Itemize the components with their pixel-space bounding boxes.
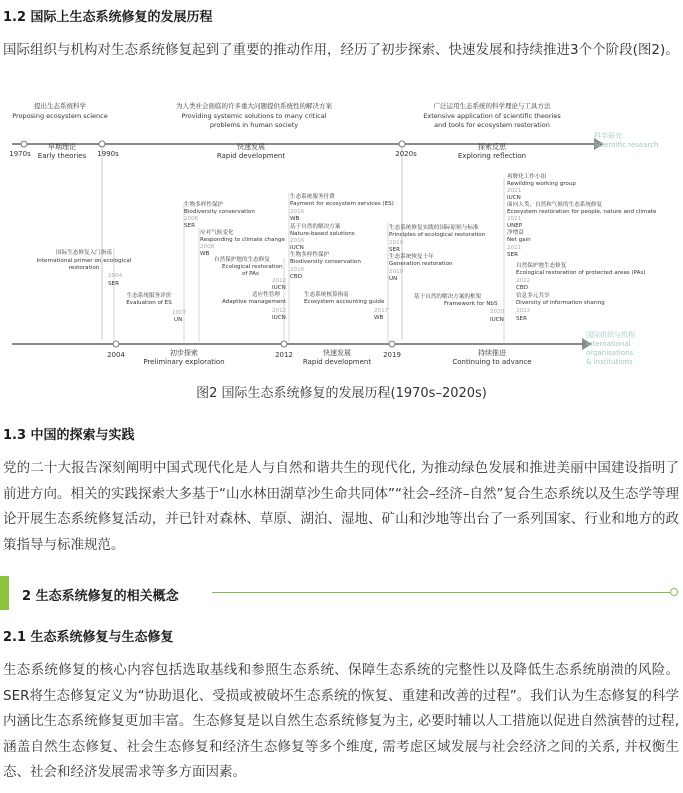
event-info-sharing-year: 2022 [516, 308, 531, 314]
event-bio2-org: CBD [290, 274, 303, 280]
right-label-scientific-zh: 科学研究 [594, 132, 622, 140]
event-accounting-org: WB [374, 315, 384, 321]
event-pa-restoration-year: 2022 [516, 278, 531, 284]
event-people-nature-year: 2021 [507, 216, 522, 222]
figure-2-timeline [4, 98, 680, 374]
node-1970s [21, 141, 27, 147]
event-decade-org: UN [389, 276, 398, 282]
event-es-en: Evaluation of ES [126, 300, 172, 306]
top-phase-3-zh: 探索反思 [478, 143, 506, 151]
section-1-3-title: 1.3 中国的探索与实践 [3, 428, 135, 443]
event-people-nature-org: UNEP [507, 223, 523, 229]
top-phase-2-zh: 快速发展 [237, 143, 265, 151]
event-nbs-zh: 基于自然的解决方案 [290, 224, 341, 230]
node-2019 [389, 341, 395, 347]
top-header-1-zh: 提出生态系统科学 [34, 102, 86, 110]
bottom-phase-1-zh: 初步探索 [170, 349, 198, 357]
top-header-3-en2: and tools for ecosystem restoration [434, 121, 550, 129]
event-es-year: 2007 [172, 310, 187, 316]
event-accounting-zh: 生态系统核算指南 [304, 292, 349, 298]
event-primer-en1: International primer on ecological [36, 258, 132, 264]
event-adaptive-year: 2012 [272, 308, 287, 314]
event-net-gain-org: SER [507, 252, 518, 258]
bottom-phase-3-en: Continuing to advance [452, 358, 532, 366]
right-label-scientific-en: Scientific research [594, 141, 659, 149]
event-principles-en: Principles of ecological restoration [389, 232, 486, 238]
event-accounting-year: 2017 [374, 308, 389, 314]
event-info-sharing-en: Diversity of information sharing [516, 300, 605, 306]
top-header-3-en1: Extensive application of scientific theories [423, 112, 561, 120]
section-2-header [0, 576, 683, 610]
top-phase-1-zh: 早期理论 [48, 143, 76, 151]
node-1990s [99, 141, 105, 147]
event-nbs-framework-en: Framework for NbS [444, 301, 498, 307]
event-pa-restoration-en: Ecological restoration of protected areas (PAs) [516, 270, 646, 276]
event-nbs-year: 2016 [290, 238, 305, 244]
section-2-accent-bar [0, 576, 9, 610]
bottom-year-2012: 2012 [275, 351, 293, 359]
section-2-title: 2 生态系统修复的相关概念 [22, 589, 179, 604]
event-net-gain-en: Net gain [507, 237, 531, 243]
section-2-divider-dot [670, 588, 678, 596]
event-pes-org: WB [290, 216, 300, 222]
top-header-3-zh: 广泛运用生态系统的科学理论与工具方法 [433, 102, 551, 110]
event-nbs-framework-year: 2020 [490, 309, 505, 315]
event-bio2-zh: 生物多样性保护 [290, 252, 330, 258]
event-people-nature-zh: 面向人类、自然和气候的生态系统修复 [507, 202, 603, 208]
event-people-nature-en: Ecosystem restoration for people, nature and climate [507, 209, 657, 215]
event-rewilding-en: Rewilding working group [507, 181, 576, 187]
event-pa-en1: Ecological restoration [222, 264, 283, 270]
event-nbs-framework-org: IUCN [490, 317, 504, 323]
section-2-1-title: 2.1 生态系统修复与生态修复 [3, 630, 174, 645]
right-label-orgs-en3: & institutions [586, 358, 633, 366]
event-nbs-framework-zh: 基于自然的解决方案的框架 [414, 294, 482, 300]
event-nbs-en: Nature-based solutions [290, 231, 355, 237]
section-1-2-paragraph: 国际组织与机构对生态系统修复起到了重要的推动作用，经历了初步探索、快速发展和持续推进3个个阶段(图2)。 [3, 42, 679, 58]
bottom-phase-2-zh: 快速发展 [323, 349, 351, 357]
event-bio1-year: 2006 [184, 216, 199, 222]
bottom-year-2004: 2004 [107, 351, 125, 359]
event-primer-year: 2004 [108, 273, 123, 279]
bottom-phase-1-en: Preliminary exploration [143, 358, 225, 366]
event-climate-org: WB [200, 251, 210, 257]
figure-caption: 图2 国际生态系统修复的发展历程(1970s–2020s) [196, 386, 487, 401]
event-rewilding-org: IUCN [507, 195, 521, 201]
event-bio1-zh: 生物多样性保护 [184, 202, 224, 208]
event-primer-en2: restoration [68, 265, 100, 271]
event-accounting-en: Ecosystem accounting guide [304, 299, 385, 305]
top-year-1990s: 1990s [97, 150, 119, 158]
top-header-2-en2: problems in human society [209, 121, 299, 129]
event-pa-zh: 自然保护地的生态修复 [214, 257, 270, 263]
event-pes-year: 2016 [290, 209, 305, 215]
event-climate-zh: 应对气候变化 [200, 230, 234, 236]
section-1-3-paragraph: 党的二十大报告深刻阐明中国式现代化是人与自然和谐共生的现代化, 为推动绿色发展和推进美丽中国建设指明了前进方向。相关的实践探索大多基于“山水林田湖草沙生命共同体”“社会–经济–自然”复合生态系统以及生态学等理论开展生态系统修复活动，并已针对森林、草原、湖泊、湿地、矿山和沙地等出台了一系列国家、行业和地方的政策指导与标准规范。 [3, 460, 679, 553]
event-pa-restoration-org: CBD [516, 285, 529, 291]
event-climate-year: 2008 [200, 244, 215, 250]
bottom-phase-2-en: Rapid development [302, 358, 372, 366]
event-principles-zh: 生态系统修复实践的国际原则与标准 [389, 225, 479, 231]
event-info-sharing-org: SER [516, 316, 527, 322]
event-net-gain-year: 2021 [507, 245, 522, 251]
top-header-2-zh: 为人类社会面临的许多重大问题提供系统性的解决方案 [176, 102, 332, 110]
event-pa-org: IUCN [272, 285, 286, 291]
event-es-zh: 生态系统服务评价 [126, 293, 172, 299]
event-pa-restoration-zh: 自然保护地生态修复 [516, 263, 567, 269]
event-pa-year: 2012 [272, 278, 287, 284]
section-2-1-paragraph: 生态系统修复的核心内容包括选取基线和参照生态系统、保障生态系统的完整性以及降低生态系统崩溃的风险。SER将生态修复定义为“协助退化、受损或被破坏生态系统的恢复、重建和改善的过程”。我们认为生态修复的科学内涵比生态系统修复更加丰富。生态修复是以自然生态系统修复为主, 必要时辅以人工措施以促进自然演替的过程, 涵盖自然生态修复、社会生态修复和经济生态修复等多个维度, 需考虑区域发展与社会经济之间的关系, 并权衡生态、社会和经济发展需求等多方面因素。 [3, 662, 679, 781]
event-bio2-year: 2016 [290, 267, 305, 273]
event-bio1-en: Biodiversity conservation [184, 209, 255, 215]
top-year-2020s: 2020s [395, 150, 417, 158]
event-adaptive-en: Adaptive management [222, 299, 287, 305]
top-header-2-en1: Providing systemic solutions to many critical [181, 112, 327, 120]
event-principles-org: SER [389, 247, 400, 253]
event-pes-en: Payment for ecosystem services (ES) [290, 201, 394, 207]
event-pes-zh: 生态系统服务付费 [290, 194, 335, 200]
right-label-orgs-en2: organisations [586, 349, 634, 357]
event-adaptive-zh: 适应性管理 [252, 292, 280, 298]
event-primer-org: SER [108, 281, 119, 287]
event-es-org: UN [174, 317, 183, 323]
event-bio1-org: SER [184, 223, 195, 229]
event-decade-zh: 生态系统恢复十年 [389, 254, 434, 260]
event-primer-zh: 国际生态修复入门指南 [56, 250, 112, 256]
event-climate-en: Responding to climate change [200, 237, 285, 243]
section-2-divider [212, 592, 673, 593]
event-pa-en2: of PAs [242, 271, 259, 277]
event-adaptive-org: IUCN [272, 315, 286, 321]
top-phase-2-en: Rapid development [216, 152, 286, 160]
node-2020s [399, 141, 405, 147]
event-decade-year: 2019 [389, 269, 404, 275]
bottom-phase-3-zh: 持续推进 [478, 349, 506, 357]
right-label-orgs-en1: International [586, 340, 631, 348]
event-net-gain-zh: 净增益 [507, 230, 524, 236]
top-phase-1-en: Early theories [37, 152, 87, 160]
top-year-1970s: 1970s [9, 150, 31, 158]
event-rewilding-zh: 再野化工作小组 [507, 174, 547, 180]
bottom-year-2019: 2019 [383, 351, 401, 359]
event-bio2-en: Biodiversity conservation [290, 259, 361, 265]
event-rewilding-year: 2021 [507, 188, 522, 194]
event-decade-en: Generation restoration [389, 261, 453, 267]
right-label-orgs-zh: 国际组织与机构 [586, 331, 635, 339]
event-nbs-org: IUCN [290, 245, 304, 251]
event-principles-year: 2019 [389, 240, 404, 246]
timeline-svg [4, 98, 680, 374]
event-info-sharing-zh: 信息多元共享 [516, 293, 550, 299]
section-1-2-title: 1.2 国际上生态系统修复的发展历程 [3, 10, 213, 25]
top-header-1-en: Proposing ecosystem science [12, 112, 108, 120]
top-phase-3-en: Exploring reflection [457, 152, 527, 160]
